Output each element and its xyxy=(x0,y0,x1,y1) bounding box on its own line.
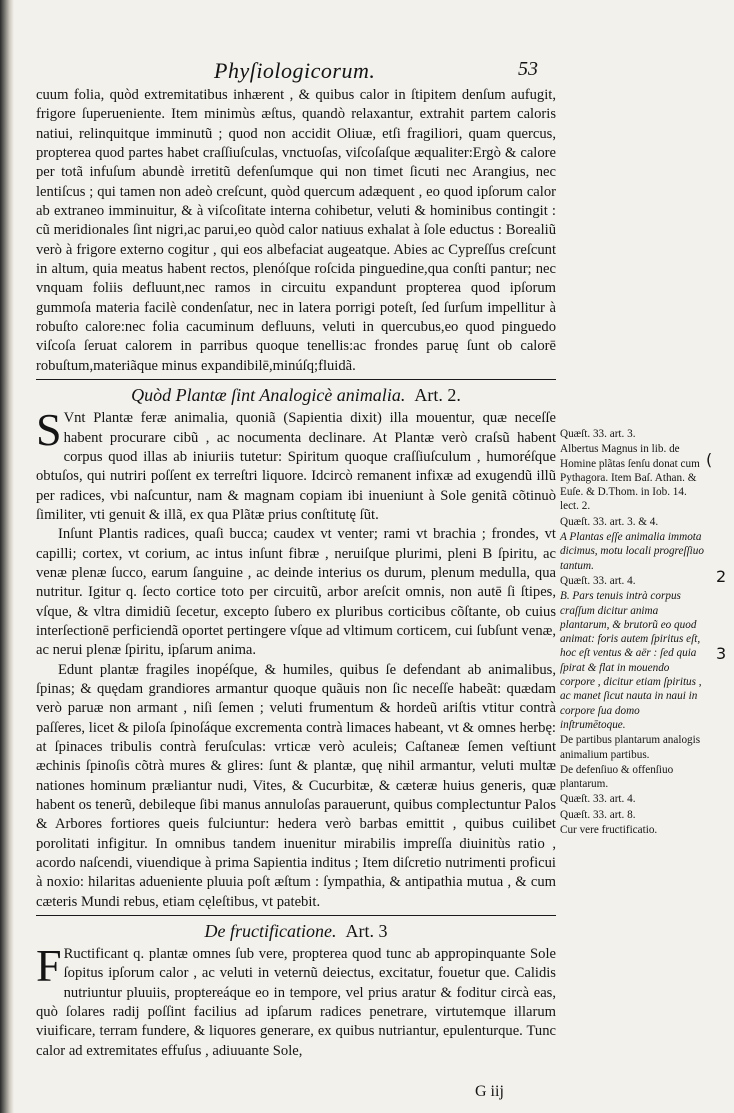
section2-paragraph-1 xyxy=(36,404,556,525)
section2-paragraph-2: Inſunt Plantis radices, quaſi bucca; caudex vt venter; rami vt brachia ; frondes, vt capilli; cortex, vt corium, ac intus inſunt fibræ , neruiſque plurimi, pleni B ſpiritu, ac venæ plenæ ſucco, earum ſanguine , ac deinde interius os durum, plenum medulla, qua nutritur. Igitur q. ſecto cortice toto per circuitũ, arbor areſcit omnis, non autē ſi ſtipes, vſque, & vltra dimidiũ ſecetur, excepto ſubero ex pluribus corticibus cõſtante, ob cuius interſectionē perficiendã oportet pertingere vſque ad vltimum corticem, cui ſubſunt venæ, ac nerui plenæ ſpiritu, ipſarum anima. xyxy=(36,526,556,659)
margin-note: Quæſt. 33. art. 3. xyxy=(560,428,636,440)
handwritten-mark-1: ( xyxy=(706,450,713,469)
section1-paragraph: cuum folia, quòd extremitatibus inhærent , & quibus calor in ſtipitem denſum aufugit, frigore ſuperueniente. Item minimùs æſtus, quandò relaxantur, extrahit partem caloris natiui, relinquitque imminutũ ; quod non accidit Oliuæ, etſi fragiliori, quam quercus, propterea quod partes habet craſſiuſculas, vnctuoſas, viſcoſaſque æqualiter:Ergò & calore per totã infuſum abundè irretitũ defenſumque qui non timet ſicuti nec Arangius, nec lentiſcus ; qui tamen non adeò creſcunt, quòd quercum adæquent , eo quod ipſorum calor ab extraneo imminuitur, & à viſcoſitate interna cohibetur, veluti & hominibus contingit : cũ meridionales ſint nigri,ac parui,eo quòd calor natiuus exhalat à ſole eductus : Borealiũ verò à frigore externo cogitur , qui eos albefaciat augeatque. Abies ac Cypreſſus creſcunt in altum, quia meatus habent rectos, plenóſque roſcida pinguedine,qua conſti pantur; nec vnquam foliis defluunt,nec ramos in circuitu expandunt propterea quod ipſorum gummoſa materia facilè condenſatur, nec in latera porrigi poteſt, ſed ſurſum impellitur à robuſto calore:nec folia cacuminum defluuns, veluti in quercubus,eo quod pinguedo viſcoſa ſeruat calorem in parribus quoque tenellis:ac frondes paruę ſunt ob calorē robuſtum,materiãque minus expandibilē,minúſq;fluidã. xyxy=(36,87,556,374)
page-binding-edge xyxy=(0,0,14,1113)
section3-paragraph-1 xyxy=(36,940,556,1061)
section2-art-label: Art. 2. xyxy=(414,385,461,406)
section-divider-2 xyxy=(36,915,556,916)
section2-paragraph-3: Edunt plantæ fragiles inopéſque, & humiles, quibus ſe defendant ab animalibus, ſpinas; & quędam grandiores armantur quoque quãuis non ſic neceſſe habeãt: quædam verò paruæ non armant , niſi ſemen ; veluti frumentum & hordeũ ariſtis vtitur contrà paſſeres, licet & piloſa ſpinoſáque excrementa contrà limaces habeant, vt & omnes herbę: at ſpinaces tribulis contrà feruſculas: vrticæ verò aculeis; Caſtaneæ ſemen veſtiunt æchinis ſpinoſis cõtrà mures & glires: ſunt & plantæ, quę nihil armantur, veluti multæ nationes hominum præliantur nudi, Vites, & Cucurbitæ, & cæteræ huius generis, quæ habent os tenerũ, debileque ſibi manus annuloſas parauerunt, quibus complectuntur Palos & Arbores fortiores queis fulciuntur: hedera verò barbas emittit , quibus cuilibet porolitati infigitur. In omnibus tandem inuenitur mirabilis impreſſa diuinitùs ratio , acordo naſcendi, viuendique à prima Sapientia inditus ; Item diſcretio nutrimenti proficui à noxio: hilaritas adueniente pluuia poſt æſtum : ſympathia, & antipathia mutua , & cum cæteris Mundi rebus, etiam cęleſtibus, vt patebit. xyxy=(36,661,556,910)
margin-note: B. Pars tenuis intrà corpus craſſum dicitur anima plantarum, & brutorũ eo quod animat: foris autem ſpiritus eſt, hoc eſt ventus & aër : ſed quia ſpirat & flat in mouendo corpore , dicitur etiam ſpiritus , ac manet ſicut nauta in naui in corpore ſua domo inſtrumētoque. xyxy=(560,590,702,731)
dropcap-s: S xyxy=(36,404,62,456)
margin-note: De defenſiuo & offenſiuo plantarum. xyxy=(560,763,674,791)
margin-note: A Plantas eſſe animalia immota dicimus, motu locali progreſſiuo tantum. xyxy=(560,531,704,572)
page-number: 53 xyxy=(518,58,538,80)
margin-note: Quæſt. 33. art. 4. xyxy=(560,793,636,806)
section3-art-label: Art. 3 xyxy=(345,921,388,942)
margin-notes-column xyxy=(560,427,706,838)
margin-note: Albertus Magnus in lib. de Homine plãtas ſenſu donat cum Pythagora. Item Baſ. Athan. & Euſe. & D.Thom. in Iob. 14. lect. 2. xyxy=(560,443,700,513)
margin-note: Cur vere fructificatio. xyxy=(560,824,658,837)
margin-note: De partibus plantarum analogis animalium partibus. xyxy=(560,734,701,761)
section2-p1-text: Vnt Plantæ feræ animalia, quoniã (Sapientia dixit) illa mouentur, quæ neceſſe habent procurare cibũ , ac nocumenta declinare. At Plantæ verò craſsũ habent corpus quod illas ab iniuriis tutetur: Spiritum quoque craſſiuſculum , humoréſque obtuſos, qui nutriri poſſent ex terreſtri liquore. Idcircò remanent infixæ ad exugendũ illũ per radices, vbi naſcuntur, nam & magnam copiam ibi inueniunt à Sole genitã cõtinuò ſimiliter, vti genuit & illã, ex qua Plãtæ prius conſtitutę ſũt. xyxy=(36,410,556,523)
section3-p1-text: Ructificant q. plantæ omnes ſub vere, propterea quod tunc ab appropinquante Sole ſopitus ipſorum calor , ac veluti in veternũ deiectus, excitatur, fouetur que. Calidis nutriuntur pluuiis, proptereáque eo in tempore, vel prius aratur & foditur circà eas, quò ſolares radij poſſint facilius ad ipſarum radices penetrare, virtutemque illarum viuificare, terram fundere, & liquores generare, ex quibus nutriantur, epulenturque. Tunc calor ad extremitates effuſus , adiuuante Sole, xyxy=(36,946,556,1059)
margin-note: Quæſt. 33. art. 4. xyxy=(560,574,636,587)
section2-heading-text: Quòd Plantæ ſint Analogicè animalia. xyxy=(131,385,406,406)
handwritten-mark-3: 3 xyxy=(716,644,727,663)
margin-note: Quæſt. 33. art. 8. xyxy=(560,808,636,821)
handwritten-mark-2: 2 xyxy=(716,567,727,586)
margin-note: Quæſt. 33. art. 3. & 4. xyxy=(560,515,659,528)
section-divider xyxy=(36,379,556,380)
signature-mark: G iij xyxy=(475,1083,504,1100)
main-text-column xyxy=(36,86,556,1061)
section2-heading xyxy=(36,384,556,406)
dropcap-f: F xyxy=(36,940,62,992)
section3-heading xyxy=(36,920,556,942)
running-header-title: Phyſiologicorum. xyxy=(214,58,376,83)
section3-heading-text: De fructificatione. xyxy=(204,921,337,942)
